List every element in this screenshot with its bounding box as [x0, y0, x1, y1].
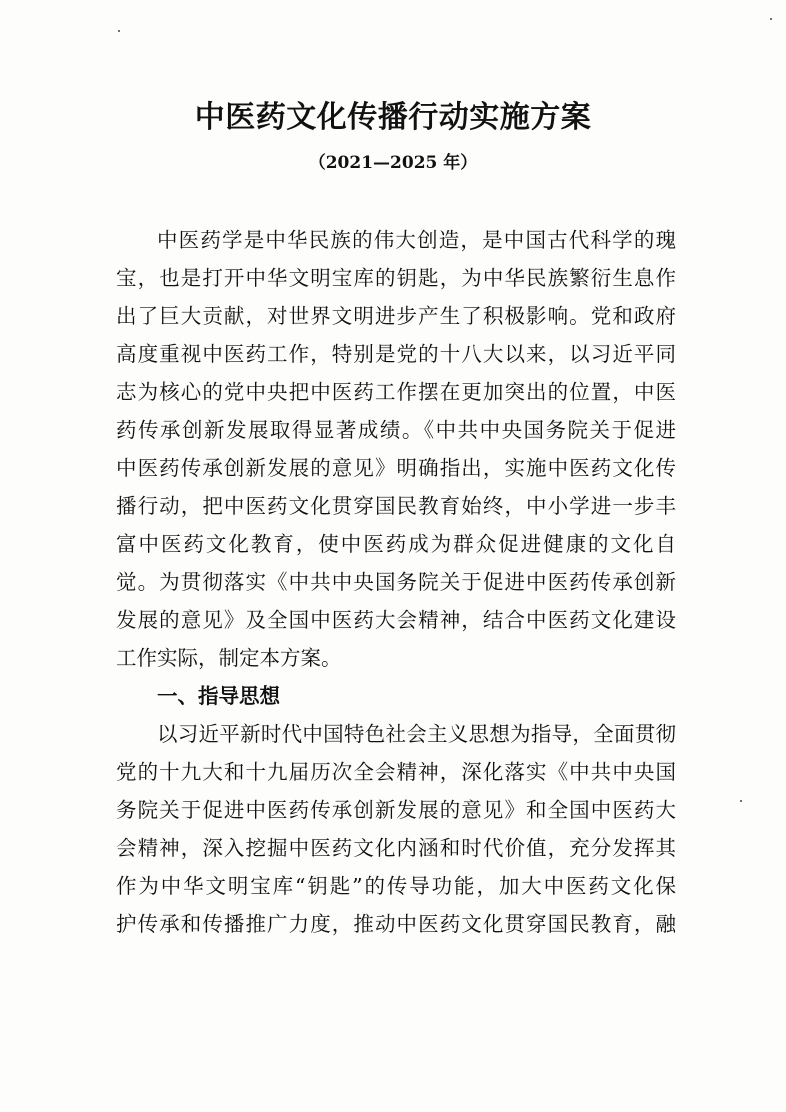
section-heading-guiding-ideology: 一、指导思想	[157, 684, 280, 708]
intro-line: 发展的意见》及全国中医药大会精神，结合中医药文化建设	[116, 608, 676, 632]
intro-line: 出了巨大贡献，对世界文明进步产生了积极影响。党和政府	[116, 304, 676, 328]
intro-line: 富中医药文化教育，使中医药成为群众促进健康的文化自	[116, 532, 676, 556]
section1-line: 作为中华文明宝库“钥匙”的传导功能，加大中医药文化保	[116, 874, 676, 898]
intro-line: 宝，也是打开中华文明宝库的钥匙，为中华民族繁衍生息作	[116, 266, 676, 290]
intro-line: 工作实际，制定本方案。	[116, 646, 342, 670]
section1-line: 护传承和传播推广力度，推动中医药文化贯穿国民教育，融	[116, 912, 676, 936]
intro-line: 药传承创新发展取得显著成绩。《中共中央国务院关于促进	[116, 418, 676, 442]
document-subtitle: （2021—2025 年）	[308, 153, 478, 173]
intro-line: 觉。为贯彻落实《中共中央国务院关于促进中医药传承创新	[116, 570, 676, 594]
scan-speck	[770, 18, 772, 20]
intro-line: 志为核心的党中央把中医药工作摆在更加突出的位置，中医	[116, 380, 676, 404]
section1-line: 以习近平新时代中国特色社会主义思想为指导，全面贯彻	[157, 722, 676, 746]
intro-line: 中医药学是中华民族的伟大创造，是中国古代科学的瑰	[157, 228, 676, 252]
section1-line: 会精神，深入挖掘中医药文化内涵和时代价值，充分发挥其	[116, 836, 676, 860]
document-title: 中医药文化传播行动实施方案	[194, 100, 592, 135]
intro-line: 中医药传承创新发展的意见》明确指出，实施中医药文化传	[116, 456, 676, 480]
intro-line: 播行动，把中医药文化贯穿国民教育始终，中小学进一步丰	[116, 494, 676, 518]
section1-line: 党的十九大和十九届历次全会精神，深化落实《中共中央国	[116, 760, 676, 784]
section1-line: 务院关于促进中医药传承创新发展的意见》和全国中医药大	[116, 798, 676, 822]
intro-line: 高度重视中医药工作，特别是党的十八大以来，以习近平同	[116, 342, 676, 366]
scan-speck	[118, 30, 120, 32]
scan-speck	[740, 800, 742, 802]
